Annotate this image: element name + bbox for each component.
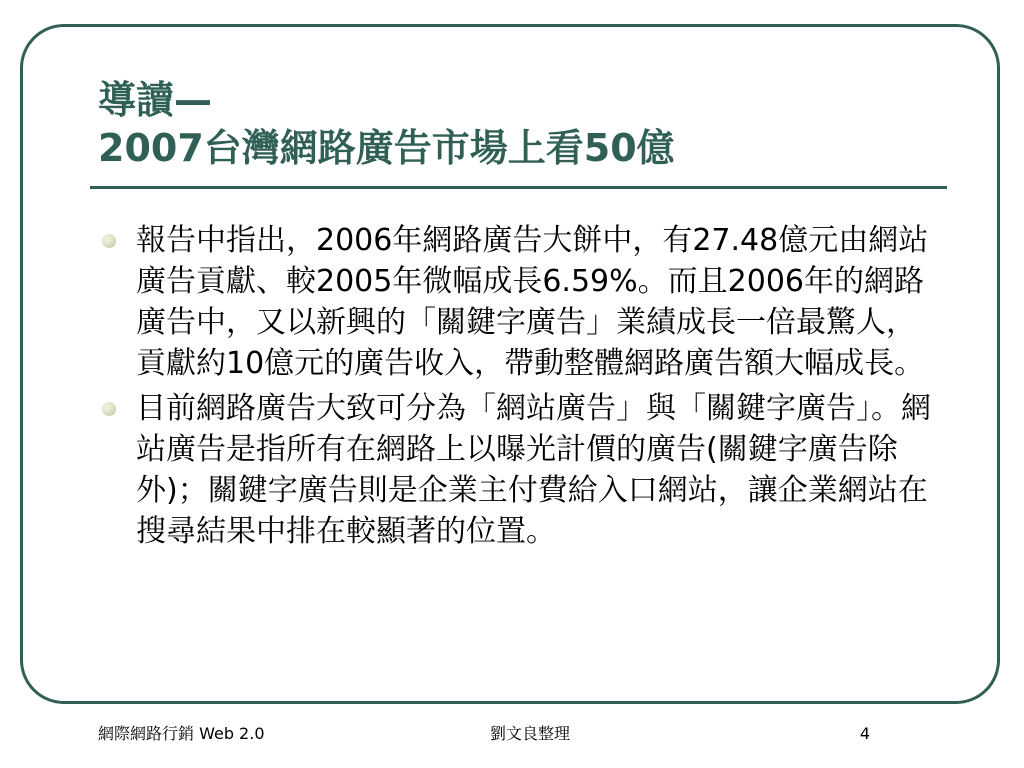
title-divider	[90, 186, 947, 189]
bullet-item-1	[96, 220, 936, 384]
bullet-item-2	[96, 388, 936, 552]
title-line-1: 導讀—	[98, 78, 213, 122]
slide-title	[98, 76, 918, 172]
bullet-text-1: 報告中指出，2006年網路廣告大餅中，有27.48億元由網站廣告貢獻、較2005年微幅成長6.59%。而且2006年的網路廣告中，又以新興的「關鍵字廣告」業績成長一倍最驚人，貢獻約10億元的廣告收入，帶動整體網路廣告額大幅成長。	[136, 223, 929, 381]
footer-author: 劉文良整理	[489, 724, 570, 743]
bullet-list	[96, 220, 936, 556]
page-number: 4	[859, 724, 870, 743]
bullet-text-2: 目前網路廣告大致可分為「網站廣告」與「關鍵字廣告」。網站廣告是指所有在網路上以曝光計價的廣告(關鍵字廣告除外)；關鍵字廣告則是企業主付費給入口網站，讓企業網站在搜尋結果中排在較顯著的位置。	[136, 391, 931, 549]
bullet-dot-icon	[102, 402, 116, 416]
bullet-dot-icon	[102, 234, 116, 248]
title-line-2: 2007台灣網路廣告市場上看50億	[98, 126, 675, 170]
footer-course-title: 網際網路行銷 Web 2.0	[98, 724, 265, 743]
